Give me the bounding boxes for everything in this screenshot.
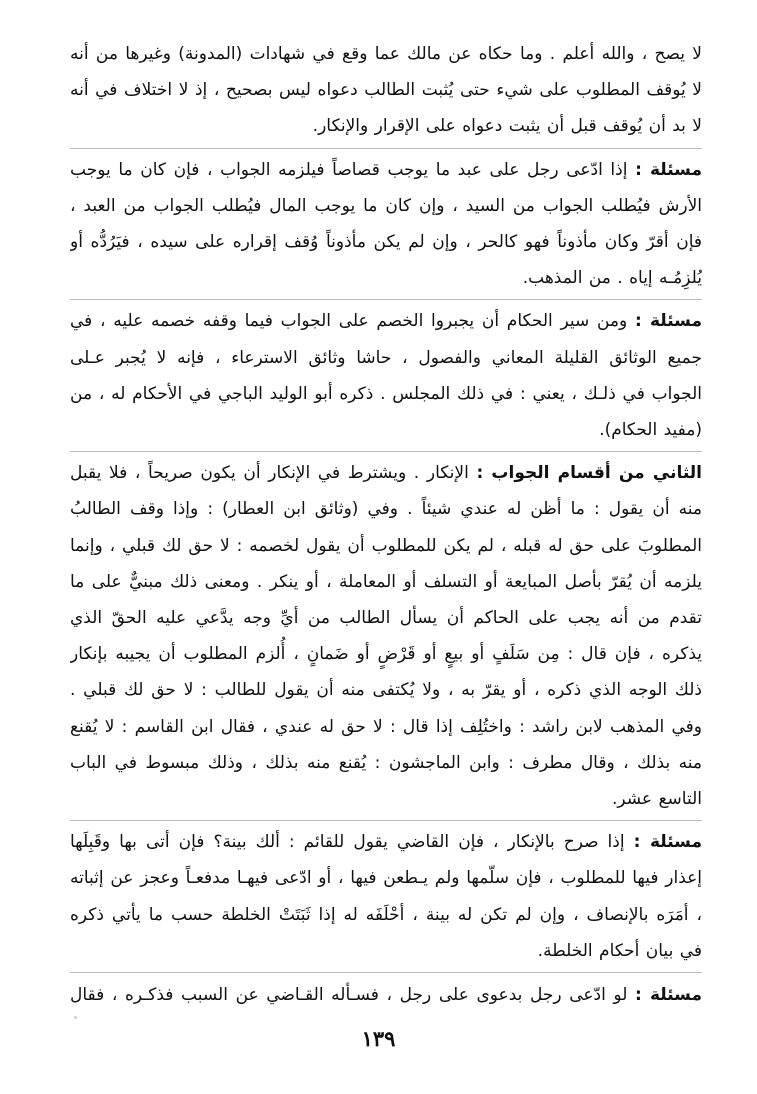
- page-number: ١٣٩: [361, 1026, 396, 1051]
- paragraph-1-text: لا يصح ، والله أعلم . وما حكاه عن مالك عما وقع في شهادات (المدونة) وغيرها من أنه لا يُوقف المطلوب على شيء حتى يُثبت الطالب دعواه ليس بصحيح ، إذ لا اختلاف في أنه لا بد أن يُوقف قبل أن يثبت دعواه على الإقرار والإنكار.: [70, 44, 702, 137]
- paragraph-6-text: لو ادّعى رجل بدعوى على رجل ، فسـأله القـاضي عن السبب فذكـره ، فقال: [70, 985, 628, 1006]
- paragraph-2-lead: مسئلة :: [635, 159, 702, 180]
- paragraph-5-text: إذا صرح بالإنكار ، فإن القاضي يقول للقائم : ألك بينة؟ فإن أتى بها وقَبِلَها إعذار فيها للمطلوب ، فإن سلّمها ولم يـطعن فيها ، أو ادّعى فيهـا مدفعـاً وعجز عن إثباته ، أمَرَه بالإنصاف ، وإن لم تكن له بينة ، أحْلَفَه له إذا ثَبَتَتْ الخلطة حسب ما يأتي ذكره في بيان أحكام الخلطة.: [70, 832, 702, 961]
- paragraph-4: [70, 455, 702, 817]
- divider: [70, 972, 702, 973]
- paragraph-1: [70, 36, 702, 145]
- divider: [70, 451, 702, 452]
- paragraph-3-lead: مسئلة :: [634, 311, 702, 332]
- paragraph-4-lead: الثاني من أقسام الجواب :: [476, 463, 702, 484]
- paragraph-5: [70, 824, 702, 969]
- paragraph-3-text: ومن سير الحكام أن يجبروا الخصم على الجواب فيما وقفه خصمه عليه ، في جميع الوثائق القليلة المعاني والفصول ، حاشا وثائق الاسترعاء ، فإنه لا يُجبر عـلى الجواب في ذلـك ، يعني : في ذلك المجلس . ذكره أبو الوليد الباجي في الأحكام له ، من (مفيد الحكام).: [70, 311, 702, 441]
- scan-speck: [74, 1016, 77, 1019]
- divider: [70, 299, 702, 300]
- page-body: [70, 36, 702, 1016]
- paragraph-5-lead: مسئلة :: [633, 832, 702, 853]
- paragraph-3: [70, 303, 702, 448]
- paragraph-4-text: الإنكار . ويشترط في الإنكار أن يكون صريحاً ، فلا يقبل منه أن يقول : ما أظن له عندي شيئاً . وفي (وثائق ابن العطار) : وإذا وقف الطالبُ المطلوبَ على حق له قبله ، لم يكن للمطلوب أن يقول لخصمه : لا حق لك قبلي ، وإنما يلزمه أن يُقرّ بأصل المبايعة أو التسلف أو المعاملة ، أو ينكر . ومعنى ذلك مبنيٌّ على ما تقدم من أنه يجب على الحاكم أن يسأل الطالب من أيِّ وجه يدَّعي عليه الحقّ الذي يذكره ، فإن قال : مِن سَلَفٍ أو بيعٍ أو قَرْضٍ أو ضَمانٍ ، أُلزم المطلوب أن يجيبه بإنكار ذلك الوجه الذي ذكره ، أو يقرّ به ، ولا يُكتفى منه أن يقول للطالب : لا حق لك قبلي . وفي المذهب لابن راشد : واختُلِف إذا قال : لا حق له عندي ، فقال ابن القاسم : لا يُقنع منه بذلك ، وقال مطرف : وابن الماجشون : يُقنع منه بذلك ، وذلك مبسوط في الباب التاسع عشر.: [70, 463, 702, 810]
- divider: [70, 148, 702, 149]
- divider: [70, 820, 702, 821]
- paragraph-6-lead: مسئلة :: [635, 985, 702, 1006]
- paragraph-6: [70, 977, 702, 1016]
- paragraph-2: [70, 152, 702, 297]
- paragraph-2-text: إذا ادّعى رجل على عبد ما يوجب قصاصاً فيلزمه الجواب ، فإن كان ما يوجب الأرش فيُطلب الجواب من السيد ، وإن كان ما يوجب المال فيُطلب الجواب من العبد ، فإن أقرّ وكان مأذوناً فهو كالحر ، وإن لم يكن مأذوناً وُقف إقراره على سيده ، فيَرُدُّه أو يُلزِمُـه إياه . من المذهب.: [70, 159, 702, 289]
